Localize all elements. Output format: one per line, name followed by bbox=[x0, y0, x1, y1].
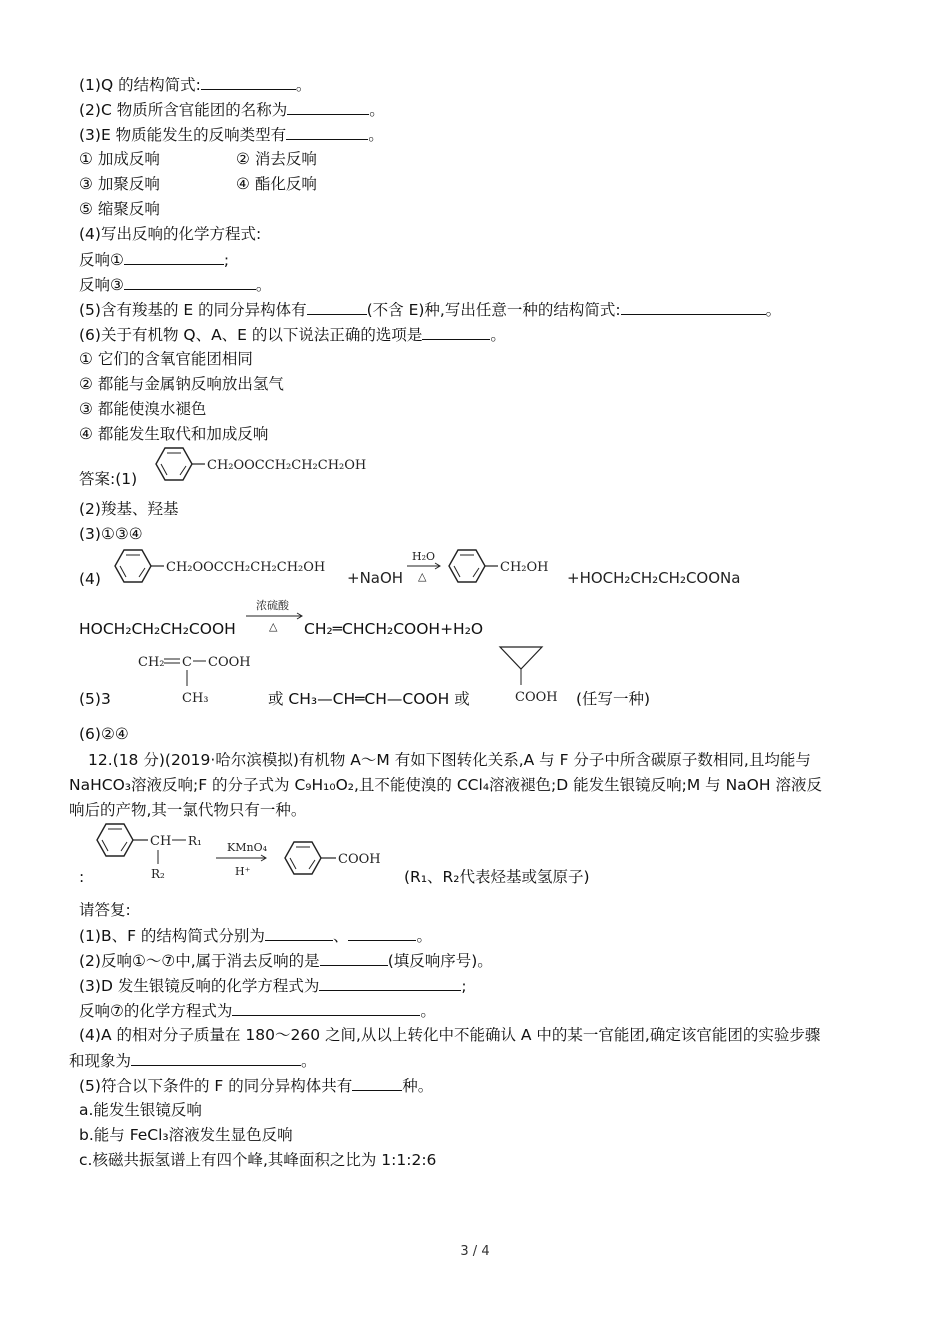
q12-cond-a: a.能发生银镜反响 bbox=[79, 1101, 202, 1119]
q6-option-4: ④ 都能发生取代和加成反响 bbox=[79, 425, 269, 443]
q12-scheme bbox=[88, 820, 408, 892]
answer-blank[interactable] bbox=[286, 124, 368, 140]
q5-tail: 。 bbox=[765, 301, 782, 319]
q3-option-1: ① 加成反响 bbox=[79, 150, 160, 168]
q6-text: (6)关于有机物 Q、A、E 的以下说法正确的选项是 bbox=[79, 326, 423, 344]
q12-p5-line bbox=[79, 1075, 433, 1096]
q12-p1-line bbox=[79, 925, 432, 946]
q4a-line bbox=[79, 249, 229, 270]
answer-blank[interactable] bbox=[201, 74, 296, 90]
answer-4-reactant: CH₂OOCCH₂CH₂CH₂OH bbox=[166, 560, 326, 575]
q12-p3b-text: 反响⑦的化学方程式为 bbox=[79, 1002, 233, 1020]
scheme-product: COOH bbox=[338, 852, 381, 867]
q12-cond-c: c.核磁共振氢谱上有四个峰,其峰面积之比为 1:1:2:6 bbox=[79, 1151, 437, 1169]
q6-tail: 。 bbox=[490, 326, 506, 344]
q12-line-1: 12.(18 分)(2019·哈尔滨模拟)有机物 A～M 有如下图转化关系,A 与 F 分子中所含碳原子数相同,且均能与 bbox=[88, 751, 811, 769]
q12-p2-line bbox=[79, 950, 493, 971]
answer-blank[interactable] bbox=[287, 99, 369, 115]
answer-5-structure-3 bbox=[494, 643, 574, 709]
q4-text: (4)写出反响的化学方程式: bbox=[79, 225, 262, 243]
q12-p1-tail: 。 bbox=[416, 927, 432, 945]
q5-text: (5)含有羧基的 E 的同分异构体有 bbox=[79, 301, 307, 319]
q12-p3b-tail: 。 bbox=[420, 1002, 436, 1020]
page-number: 3 / 4 bbox=[460, 1244, 490, 1259]
scheme-reagent-top: KMnO₄ bbox=[227, 841, 267, 854]
q4a-tail: ; bbox=[223, 251, 230, 269]
answer-6: (6)②④ bbox=[79, 725, 129, 743]
scheme-r1: R₁ bbox=[188, 834, 202, 848]
answer-5-structure-1 bbox=[134, 648, 274, 710]
q3-text: (3)E 物质能发生的反响类型有 bbox=[79, 126, 287, 144]
answer-4b-product: CH₂═CHCH₂COOH+H₂O bbox=[304, 620, 484, 638]
answer-1-label: 答案:(1) bbox=[79, 470, 138, 488]
answer-4-cond-top: H₂O bbox=[412, 550, 436, 563]
answer-blank[interactable] bbox=[319, 975, 461, 991]
q12-p3-text: (3)D 发生银镜反响的化学方程式为 bbox=[79, 977, 320, 995]
q12-p5-text: (5)符合以下条件的 F 的同分异构体共有 bbox=[79, 1077, 353, 1095]
scheme-reagent-bottom: H⁺ bbox=[235, 865, 251, 878]
answer-5-cooh: COOH bbox=[208, 655, 251, 670]
answer-4b-cond-top: 浓硫酸 bbox=[256, 599, 289, 612]
answer-blank[interactable] bbox=[124, 249, 224, 265]
scheme-ch: CH bbox=[150, 834, 172, 849]
q5-line bbox=[79, 299, 781, 320]
answer-4b-cond-bottom: △ bbox=[269, 620, 278, 633]
answer-4-cond-bottom: △ bbox=[418, 570, 427, 583]
q12-cond-b: b.能与 FeCl₃溶液发生显色反响 bbox=[79, 1126, 293, 1144]
answer-5-cyclo-cooh: COOH bbox=[515, 690, 558, 705]
q3-line bbox=[79, 124, 384, 145]
q12-p4b-tail: 。 bbox=[301, 1052, 317, 1070]
q3-option-5: ⑤ 缩聚反响 bbox=[79, 200, 160, 218]
q12-p5-tail: 种。 bbox=[402, 1077, 434, 1095]
answer-5-note: (任写一种) bbox=[576, 690, 651, 708]
answer-5-c: C bbox=[182, 655, 192, 670]
q3-option-4: ④ 酯化反响 bbox=[236, 175, 317, 193]
q6-line bbox=[79, 324, 506, 345]
q12-p3b-line bbox=[79, 1000, 436, 1021]
answer-1-formula: CH₂OOCCH₂CH₂CH₂OH bbox=[207, 458, 367, 473]
q12-p1-sep: 、 bbox=[332, 927, 349, 945]
q3-option-3: ③ 加聚反响 bbox=[79, 175, 160, 193]
scheme-r2: R₂ bbox=[151, 867, 165, 881]
answer-blank[interactable] bbox=[265, 925, 333, 941]
q12-line-3: 响后的产物,其一氯代物只有一种。 bbox=[69, 801, 307, 819]
q4a-text: 反响① bbox=[79, 251, 124, 269]
answer-4-equation-1 bbox=[104, 544, 764, 592]
q1-tail: 。 bbox=[295, 76, 312, 94]
scheme-note: (R₁、R₂代表烃基或氢原子) bbox=[404, 868, 590, 886]
answer-4-label: (4) bbox=[79, 570, 101, 588]
answer-5-ch3: CH₃ bbox=[182, 691, 209, 706]
q1-text: (1)Q 的结构简式: bbox=[79, 76, 201, 94]
scheme-colon: : bbox=[79, 868, 85, 886]
q12-p4b-line bbox=[69, 1050, 317, 1071]
q4b-tail: 。 bbox=[255, 276, 272, 294]
answer-4-salt: +HOCH₂CH₂CH₂COONa bbox=[567, 569, 741, 587]
q6-option-3: ③ 都能使溴水褪色 bbox=[79, 400, 207, 418]
q2-tail: 。 bbox=[369, 101, 385, 119]
q3-tail: 。 bbox=[368, 126, 384, 144]
answer-4-naoh: +NaOH bbox=[347, 569, 404, 587]
answer-4b-arrow bbox=[244, 597, 304, 635]
answer-5-label: (5)3 bbox=[79, 690, 111, 708]
answer-blank[interactable] bbox=[422, 324, 490, 340]
answer-2: (2)羧基、羟基 bbox=[79, 500, 179, 518]
q2-text: (2)C 物质所含官能团的名称为 bbox=[79, 101, 288, 119]
answer-1-structure bbox=[145, 442, 400, 490]
q12-p4-text: (4)A 的相对分子质量在 180～260 之间,从以上转化中不能确认 A 中的某一官能团,确定该官能团的实验步骤 bbox=[79, 1026, 821, 1044]
q12-p3-line bbox=[79, 975, 467, 996]
answer-blank[interactable] bbox=[621, 299, 766, 315]
q12-prompt: 请答复: bbox=[79, 901, 131, 919]
answer-5-alt: 或 CH₃—CH═CH—COOH 或 bbox=[268, 690, 470, 708]
answer-blank[interactable] bbox=[124, 274, 256, 290]
q6-option-1: ① 它们的含氧官能团相同 bbox=[79, 350, 253, 368]
answer-5-ch2: CH₂ bbox=[138, 655, 165, 670]
answer-blank[interactable] bbox=[352, 1075, 402, 1091]
q12-p4b-text: 和现象为 bbox=[69, 1052, 132, 1070]
answer-blank[interactable] bbox=[131, 1050, 301, 1066]
answer-4-product: CH₂OH bbox=[500, 560, 549, 575]
answer-blank[interactable] bbox=[307, 299, 367, 315]
q4b-line bbox=[79, 274, 271, 295]
q2-line bbox=[79, 99, 385, 120]
q12-p3-tail: ; bbox=[461, 977, 467, 995]
q6-option-2: ② 都能与金属钠反响放出氢气 bbox=[79, 375, 284, 393]
q3-option-2: ② 消去反响 bbox=[236, 150, 317, 168]
answer-3: (3)①③④ bbox=[79, 525, 143, 543]
answer-blank[interactable] bbox=[320, 950, 388, 966]
q1-line bbox=[79, 74, 311, 95]
q12-p2-tail: (填反响序号)。 bbox=[387, 952, 493, 970]
q12-line-2: NaHCO₃溶液反响;F 的分子式为 C₉H₁₀O₂,且不能使溴的 CCl₄溶液褪色;D 能发生银镜反响;M 与 NaOH 溶液反 bbox=[69, 776, 822, 794]
q12-p2-text: (2)反响①～⑦中,属于消去反响的是 bbox=[79, 952, 320, 970]
answer-blank[interactable] bbox=[232, 1000, 420, 1016]
q5-mid: (不含 E)种,写出任意一种的结构简式: bbox=[366, 301, 621, 319]
q12-p1-text: (1)B、F 的结构简式分别为 bbox=[79, 927, 265, 945]
answer-blank[interactable] bbox=[348, 925, 416, 941]
q4b-text: 反响③ bbox=[79, 276, 124, 294]
answer-4b-reactant: HOCH₂CH₂CH₂COOH bbox=[79, 620, 236, 638]
